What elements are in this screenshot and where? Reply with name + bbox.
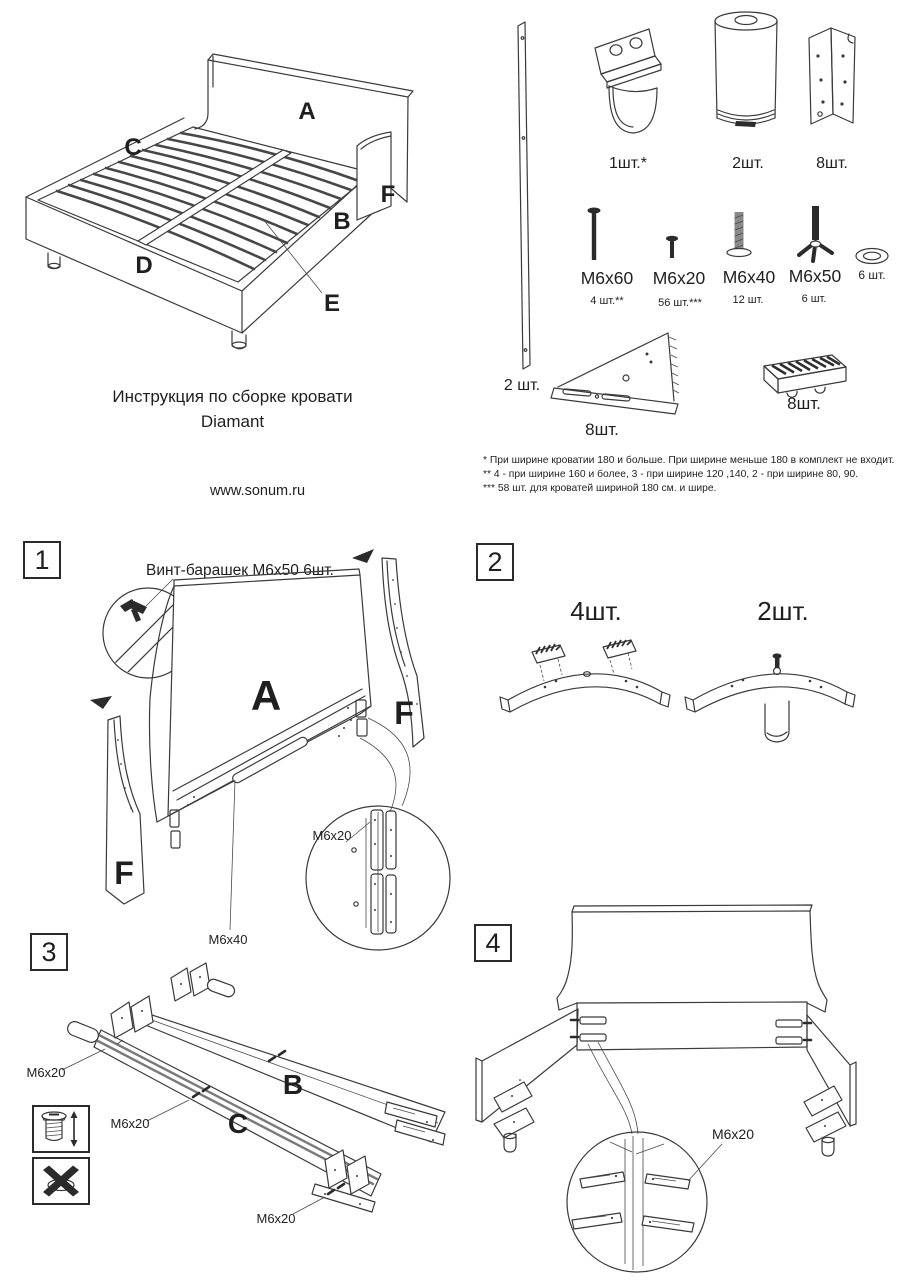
website-link: www.sonum.ru <box>209 483 306 499</box>
part-cylinder-leg-drawing <box>710 6 782 144</box>
step3-diagram <box>25 952 465 1280</box>
title-line1: Инструкция по сборке кровати <box>112 387 353 406</box>
part-hook-bracket-qty: 1шт.* <box>609 155 647 172</box>
part-washer-qty: 6 шт. <box>858 268 886 282</box>
overview-label-c: C <box>124 134 142 161</box>
step3-bolt-label-b: M6x20 <box>110 1116 150 1131</box>
part-wing-screw-m6x50-name: M6x50 <box>788 266 842 286</box>
footnote-2: ** 4 - при ширине 160 и более, 3 - при ширине 120 ,140, 2 - при ширине 80, 90. <box>483 468 859 480</box>
screw-depth-icon-box <box>32 1105 90 1153</box>
step4-diagram <box>460 884 900 1280</box>
wing-screw-icon <box>120 599 147 622</box>
overview-label-e: E <box>323 290 341 317</box>
step1-stud-m6x40-label: M6x40 <box>208 932 248 947</box>
step4-number: 4 <box>485 927 501 958</box>
step1-number: 1 <box>34 544 50 575</box>
footnote-1: * При ширине кроватии 180 и больше. При ширине меньше 180 в комплект не входит. <box>483 455 895 466</box>
step3-bolt-label-a: M6x20 <box>26 1065 66 1080</box>
step1-panel-a-label: A <box>250 672 282 719</box>
arrow-icon <box>352 549 374 563</box>
step1-panel-f-right-label: F <box>394 695 414 731</box>
step2-number: 2 <box>487 546 503 577</box>
step3-rail-c-label: C <box>227 1108 249 1139</box>
part-bolt-m6x20-name: M6x20 <box>652 268 706 288</box>
footnotes <box>483 454 897 495</box>
step4-bolt-m6x20-label: M6x20 <box>711 1126 755 1142</box>
slat-pad-icon <box>532 640 636 663</box>
part-stud-m6x40-qty: 12 шт. <box>732 294 764 306</box>
overview-label-b: B <box>333 208 351 235</box>
part-bolt-m6x60-drawing <box>584 206 604 266</box>
overview-label-f: F <box>380 181 396 208</box>
step3-rail-b-label: B <box>282 1069 304 1100</box>
part-stud-m6x40-name: M6x40 <box>722 267 776 287</box>
part-cylinder-leg-qty: 2шт. <box>732 155 764 172</box>
screw-adjust-icon <box>36 1108 86 1150</box>
part-connecting-strip-drawing <box>510 20 536 372</box>
part-wing-screw-m6x50-drawing <box>792 204 838 264</box>
step1-diagram <box>60 548 465 958</box>
do-not-icon-box <box>32 1157 90 1205</box>
part-corner-angle-qty: 8шт. <box>816 155 848 172</box>
step3-number-box <box>30 933 68 971</box>
part-washer-drawing <box>853 246 891 266</box>
document-title <box>60 384 405 434</box>
part-hook-bracket-drawing <box>583 24 675 146</box>
part-bolt-m6x20-drawing <box>663 234 681 264</box>
step1-panel-f-left-label: F <box>114 855 134 891</box>
step2-right-qty: 2шт. <box>757 596 809 626</box>
crossed-out-icon <box>36 1160 86 1202</box>
part-corner-angle-drawing <box>803 24 865 134</box>
part-leg-bracket-drawing <box>550 326 690 418</box>
step4-number-box <box>474 924 512 962</box>
part-bolt-m6x20-qty: 56 шт.*** <box>658 297 702 309</box>
part-stud-m6x40-drawing <box>726 210 752 262</box>
step1-bolt-m6x20-label: M6x20 <box>312 828 352 843</box>
overview-label-a: A <box>298 98 316 125</box>
title-line2: Diamant <box>200 412 265 431</box>
part-strip-qty: 2 шт. <box>503 377 541 394</box>
part-slat-holder-qty: 8шт. <box>787 394 821 413</box>
footnote-3: *** 58 шт. для кроватей шириной 180 см. и шире. <box>483 482 717 494</box>
overview-label-d: D <box>135 252 153 279</box>
part-leg-bracket-qty: 8шт. <box>585 420 619 439</box>
part-wing-screw-m6x50-qty: 6 шт. <box>801 293 827 305</box>
step2-diagram <box>470 540 890 750</box>
part-bolt-m6x60-qty: 4 шт.** <box>590 295 624 307</box>
step1-number-box <box>23 541 61 579</box>
step2-left-qty: 4шт. <box>570 596 622 626</box>
step2-number-box <box>476 543 514 581</box>
bed-overview-diagram <box>20 25 460 355</box>
step1-wing-screw-note: Винт-барашек М6х50 6шт. <box>146 562 334 579</box>
step3-bolt-label-c: M6x20 <box>256 1211 296 1226</box>
step3-number: 3 <box>41 936 57 967</box>
part-bolt-m6x60-name: M6x60 <box>580 268 634 288</box>
arrow-icon <box>90 696 112 709</box>
